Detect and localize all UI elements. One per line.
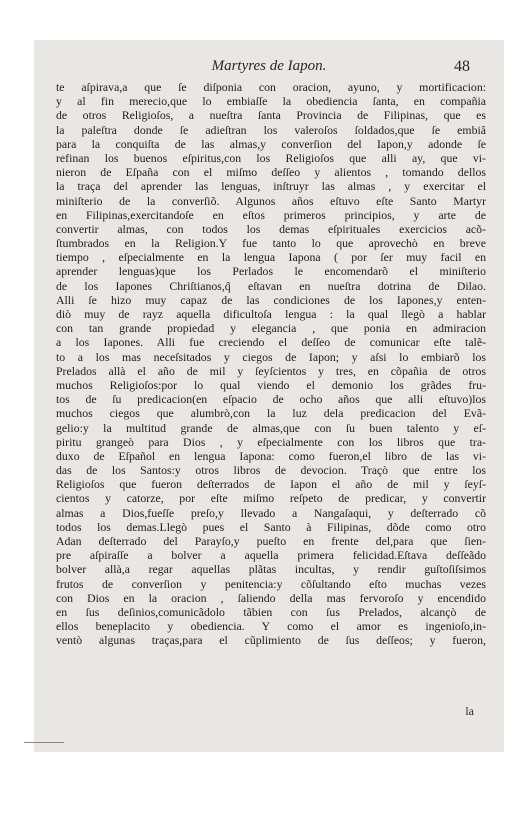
text-line: duxo de Eſpañol en lengua Iapona: como fueron,el libro de las vi- [56, 448, 486, 463]
text-line: nieron de Eſpaña con el miſmo deſſeo y alientos , tomando dellos [56, 165, 486, 180]
text-line: a los Iapones. Alli fue creciendo el deſſeo de comunicar eſte talẽ- [56, 335, 486, 350]
running-head: Martyres de Iapon. [211, 58, 327, 74]
text-line: te aſpirava,a que ſe diſponia con oracion, ayuno, y mortificacion: [56, 80, 486, 94]
text-line: pre aſpiraſſe a bolver a aquella primera felicidad.Eſtava deſſeãdo [56, 548, 486, 563]
text-line: todos los demas.Llegò pues el Santo à Filipinas, dõde como otro [56, 519, 486, 534]
text-line: gelio:y la multitud grande de almas,que con ſu buen talento y eſ- [56, 420, 486, 435]
text-line: aprender lenguas)que los Perlados le encomendarõ el miniſterio [56, 264, 486, 279]
text-line: con Dios en la oracion , ſaliendo della mas fervoroſo y encendido [56, 590, 486, 605]
text-line: tiempo , eſpecialmente en la lengua Iapona ( por ſer muy facil en [56, 250, 486, 265]
text-line: ventò algunas traças,para el cũplimiento de ſus deſſeos; y fueron, [56, 633, 486, 648]
page-edge-rule [24, 742, 64, 743]
text-line: convertir almas, con todos los demas eſpirituales exercicios acõ- [56, 221, 486, 236]
text-line: Adan deſterrado del Parayſo,y pueſto en frente del,para que ſien- [56, 534, 486, 548]
text-line: diò muy de rayz aquella dificultoſa lengua : la qual llegò a hablar [56, 307, 486, 321]
text-line: con tan grande propiedad y elegancia , que ponia en admiracion [56, 321, 486, 336]
text-line: piritu grangeò para Dios , y eſpecialmente con los libros que tra- [56, 434, 486, 449]
text-line: almas a Dios,fueſſe preſo,y llevado a Nangaſaqui, y deſterrado cõ [56, 505, 486, 520]
text-line: de los Iapones Chriſtianos,q̃ eſtavan en nueſtra dotrina de Dilao. [56, 278, 486, 293]
text-line: muchos ciegos que alumbrò,con la luz dela predicacion del Evã- [56, 406, 486, 421]
page-header [34, 58, 504, 80]
text-line: Alli ſe hizo muy capaz de las condiciones de los Iapones,y enten- [56, 292, 486, 307]
text-line: das de los Santos:y otros libros de devocion. Traçò que entre los [56, 463, 486, 478]
text-line: tos de ſu predicacion(en eſpacio de ocho años que alli eſtuvo)los [56, 392, 486, 407]
text-line: Prelados allà el año de mil y ſeyſcientos y tres, en cõpañia de otros [56, 363, 486, 378]
text-line: en Filipinas,exercitandoſe en eſtos primeros principios, y arte de [56, 207, 486, 222]
text-line: miniſterio de la converſiõ. Algunos años eſtuvo eſte Santo Martyr [56, 193, 486, 208]
body-text [56, 80, 486, 648]
text-line: de otros Religioſos, a nueſtra ſanta Provincia de Filipinas, que es [56, 108, 486, 123]
text-line: cientos y catorze, por eſte miſmo reſpeto de predicar, y convertir [56, 491, 486, 506]
text-line: y al fin merecio,que lo embiaſſe la obediencia ſanta, en compañia [56, 94, 486, 109]
text-line: muchos Religioſos:por lo qual viendo el demonio los grãdes fru- [56, 377, 486, 392]
text-line: Religioſos que fueron deſterrados de Iapon el año de mil y ſeyſ- [56, 477, 486, 492]
text-line: ellos beneplacito y obediencia. Y como el amor es ingenioſo,in- [56, 619, 486, 634]
text-line: para la conquiſta de las almas,y converſion del Iapon,y adonde ſe [56, 136, 486, 151]
book-page [34, 40, 504, 752]
text-line: to a los mas neceſsitados y ciegos de Iapon; y aſsi lo embiarõ los [56, 349, 486, 364]
text-line: frutos de converſion y penitencia:y cõſultando eſto muchas vezes [56, 576, 486, 591]
text-line: ſtumbrados en la Religion.Y fue tanto lo que aprovechò en breve [56, 236, 486, 251]
text-line: la traça del aprender las lenguas, inſtruyr las almas , y exercitar el [56, 179, 486, 194]
text-line: en ſus deſinios,comunicãdolo tãbien con ſus Prelados, alcançò de [56, 604, 486, 619]
text-line: la paleſtra donde ſe adieſtran los valeroſos ſoldados,que ſe embiâ [56, 122, 486, 137]
text-line: refinan los buenos eſpiritus,con los Religioſos que alli ay, que vi- [56, 150, 486, 165]
catchword: la [465, 704, 474, 718]
text-line: bolver allà,a regar aquellas plãtas incultas, y rendir guſtoſiſsimos [56, 562, 486, 577]
page-number: 48 [454, 58, 470, 75]
